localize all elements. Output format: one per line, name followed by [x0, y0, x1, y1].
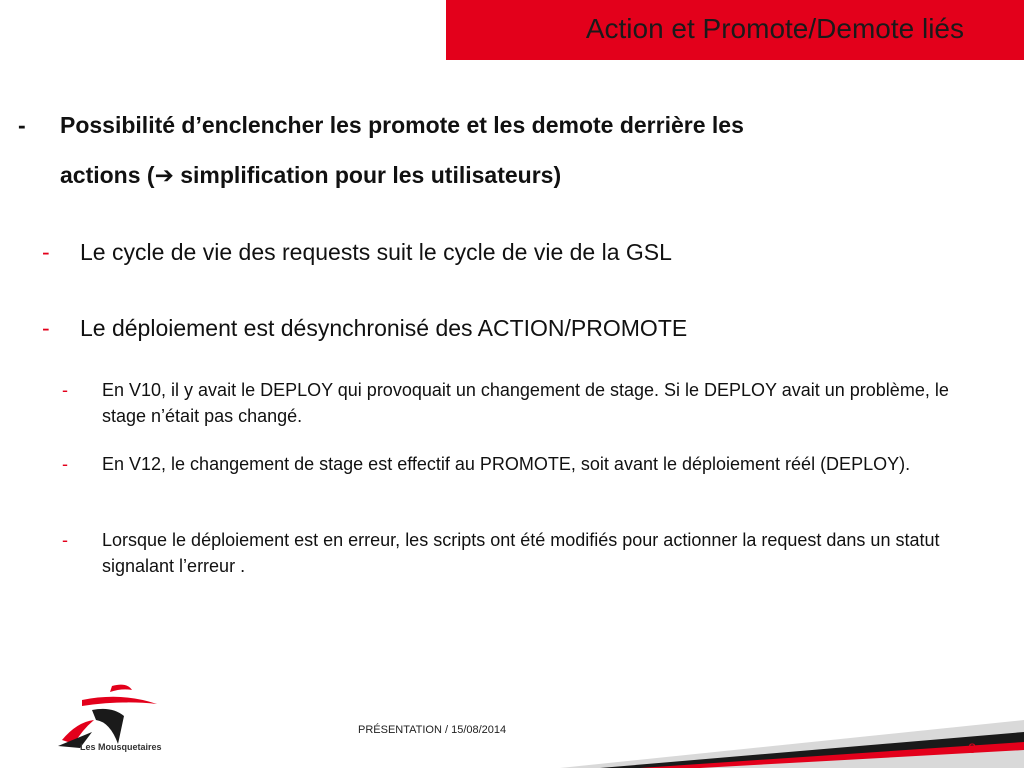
slide-title: Action et Promote/Demote liés [585, 13, 964, 44]
sub-bullet-text: Le déploiement est désynchronisé des ACTION/PROMOTE [80, 315, 688, 341]
main-bullet-line2-suffix: simplification pour les utilisateurs) [173, 162, 562, 188]
arrow-right-icon: ➔ [154, 162, 174, 188]
main-bullet-line2-prefix: actions ( [60, 162, 155, 188]
sub-bullet-text: Le cycle de vie des requests suit le cycle de vie de la GSL [80, 239, 672, 265]
footer-presentation-date: PRÉSENTATION / 15/08/2014 [358, 724, 507, 736]
sub-bullet-dash: - [42, 315, 50, 341]
main-bullet-line1: Possibilité d’enclencher les promote et les demote derrière les [60, 112, 744, 138]
sub-sub-bullet-dash: - [62, 380, 68, 400]
sub-sub-bullet-dash: - [62, 454, 68, 474]
title-bar [446, 0, 1024, 60]
main-bullet-line2 [60, 150, 930, 200]
sub-sub-bullet-text: Lorsque le déploiement est en erreur, les scripts ont été modifiés pour actionner la request dans un statut signalant l’erreur . [102, 530, 940, 576]
main-bullet-dash: - [18, 112, 26, 138]
sub-sub-bullet-dash: - [62, 530, 68, 550]
sub-bullet-dash: - [42, 239, 50, 265]
sub-sub-bullet-text: En V12, le changement de stage est effectif au PROMOTE, soit avant le déploiement réél (DEPLOY). [102, 454, 911, 474]
sub-sub-bullet-text: En V10, il y avait le DEPLOY qui provoquait un changement de stage. Si le DEPLOY avait un problème, le stage n’était pas changé. [102, 380, 949, 426]
page-number: 8 [968, 740, 976, 756]
logo-text: Les Mousquetaires [80, 742, 162, 752]
